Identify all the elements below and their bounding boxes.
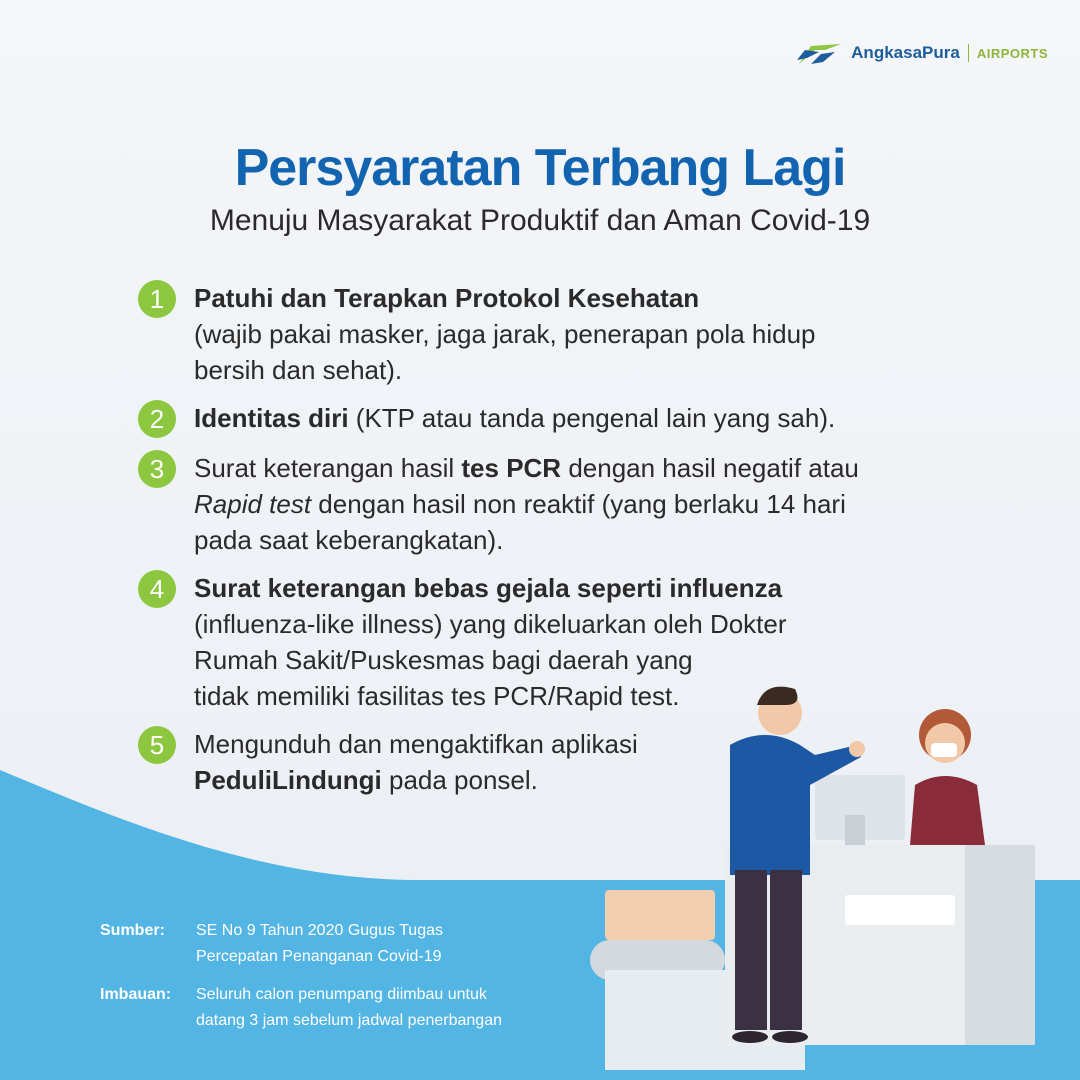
item-bold-text: Surat keterangan bebas gejala seperti influenza <box>194 573 783 603</box>
suitcase-icon <box>605 890 715 940</box>
brand-logo <box>795 38 1048 68</box>
item-bold-text: tes PCR <box>461 453 562 483</box>
item-line: Mengunduh dan mengaktifkan aplikasi <box>194 729 638 759</box>
angkasa-pura-wing-logo-icon <box>795 38 843 68</box>
item-text <box>194 726 638 798</box>
item-bold-text: PeduliLindungi <box>194 765 382 795</box>
list-item <box>138 280 938 388</box>
item-line: tidak memiliki fasilitas tes PCR/Rapid test. <box>194 681 680 711</box>
advice-value <box>196 982 576 1034</box>
item-text <box>194 280 816 388</box>
item-text <box>194 450 859 558</box>
item-line: (wajib pakai masker, jaga jarak, penerapan pola hidup <box>194 319 816 349</box>
item-number-badge: 2 <box>138 400 176 438</box>
item-line: dengan hasil negatif atau <box>561 453 859 483</box>
item-line: (influenza-like illness) yang dikeluarkan oleh Dokter <box>194 609 787 639</box>
brand-name: AngkasaPura <box>851 43 960 62</box>
source-line: Percepatan Penanganan Covid-19 <box>196 948 442 965</box>
page-title: Persyaratan Terbang Lagi <box>234 139 846 197</box>
list-item <box>138 450 938 558</box>
item-number-badge: 4 <box>138 570 176 608</box>
check-in-counter-illustration <box>585 675 1055 1075</box>
item-line: pada ponsel. <box>381 765 538 795</box>
brand-subtitle: AIRPORTS <box>976 45 1048 61</box>
source-line: SE No 9 Tahun 2020 Gugus Tugas <box>196 922 443 939</box>
page-subtitle: Menuju Masyarakat Produktif dan Aman Covid-19 <box>209 204 871 237</box>
item-number-badge: 1 <box>138 280 176 318</box>
staff-body <box>910 776 985 845</box>
item-line: dengan hasil non reaktif (yang berlaku 14 hari <box>311 489 846 519</box>
item-number-badge: 5 <box>138 726 176 764</box>
item-line: Surat keterangan hasil <box>194 453 462 483</box>
item-line: pada saat keberangkatan). <box>194 525 504 555</box>
advice-line: Seluruh calon penumpang diimbau untuk <box>196 986 487 1003</box>
advice-line: datang 3 jam sebelum jadwal penerbangan <box>196 1012 502 1029</box>
advice-label: Imbauan: <box>100 986 172 1003</box>
source-value <box>196 918 576 970</box>
source-label: Sumber: <box>100 922 165 939</box>
item-number-badge: 3 <box>138 450 176 488</box>
item-line: bersih dan sehat). <box>194 355 403 385</box>
item-text <box>194 400 835 438</box>
item-italic-text: Rapid test <box>194 489 312 519</box>
item-line: (KTP atau tanda pengenal lain yang sah). <box>348 403 836 433</box>
logo-divider <box>968 44 969 62</box>
list-item <box>138 400 938 438</box>
item-line: Rumah Sakit/Puskesmas bagi daerah yang <box>194 645 693 675</box>
item-bold-text: Patuhi dan Terapkan Protokol Kesehatan <box>194 283 700 313</box>
item-bold-text: Identitas diri <box>194 403 349 433</box>
counter-sign <box>845 895 955 925</box>
passenger-legs <box>770 870 802 1030</box>
